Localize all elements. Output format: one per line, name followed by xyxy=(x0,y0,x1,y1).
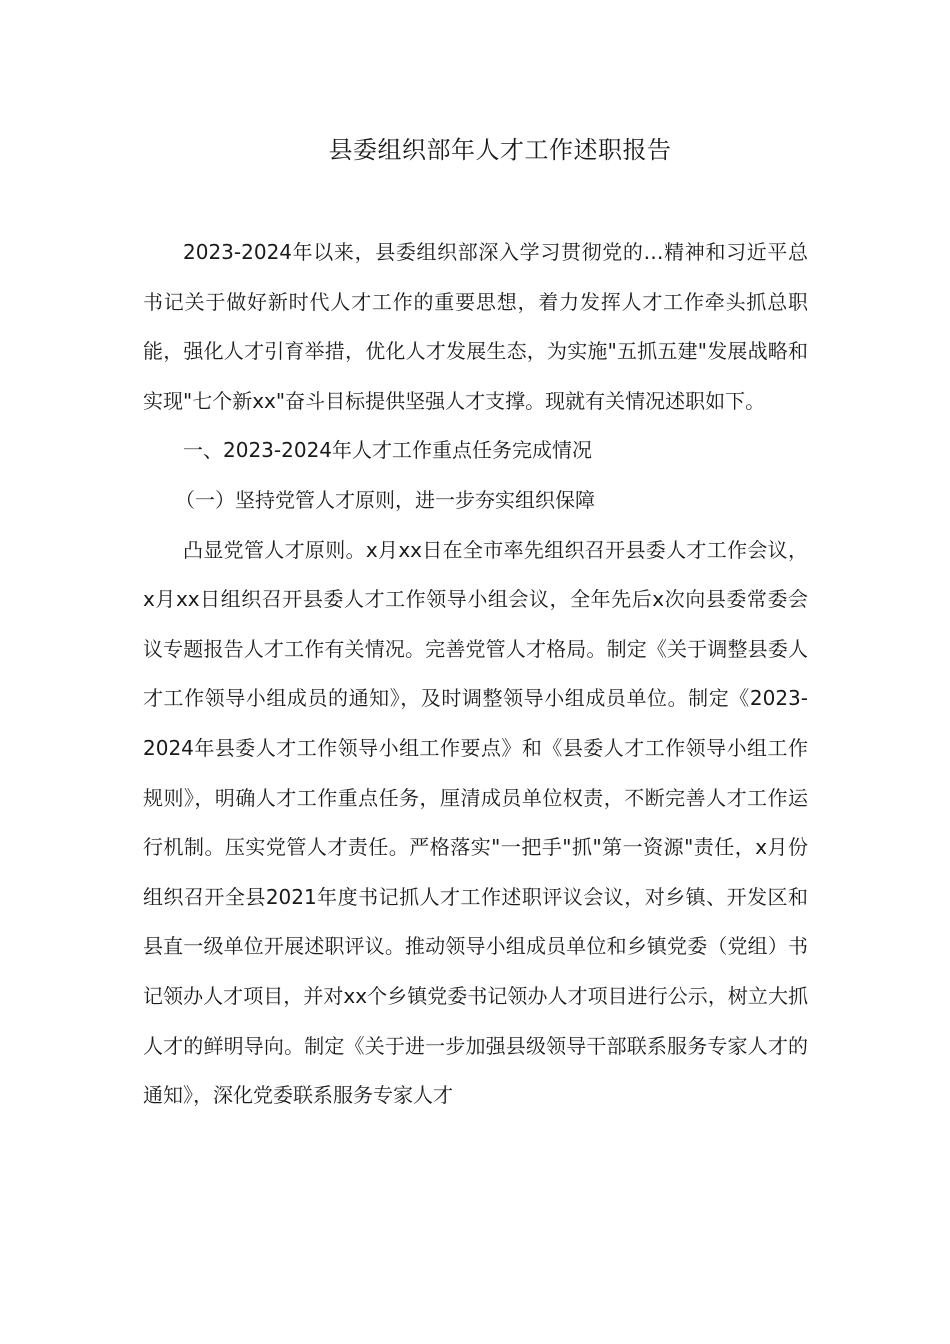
intro-paragraph: 2023-2024年以来，县委组织部深入学习贯彻党的…精神和习近平总书记关于做好新时代人才工作的重要思想，着力发挥人才工作牵头抓总职能，强化人才引育举措，优化人才发展生态，为实施"五抓五建"发展战略和实现"七个新xx"奋斗目标提供坚强人才支撑。现就有关情况述职如下。 xyxy=(143,240,808,413)
section-heading: 一、2023-2024年人才工作重点任务完成情况 xyxy=(183,438,593,463)
body-paragraph: 凸显党管人才原则。x月xx日在全市率先组织召开县委人才工作会议，x月xx日组织召开县委人才工作领导小组会议，全年先后x次向县委常委会议专题报告人才工作有关情况。完善党管人才格局。制定《关于调整县委人才工作领导小组成员的通知》，及时调整领导小组成员单位。制定《2023-2024年县委人才工作领导小组工作要点》和《县委人才工作领导小组工作规则》，明确人才工作重点任务，厘清成员单位权责，不断完善人才工作运行机制。压实党管人才责任。严格落实"一把手"抓"第一资源"责任，x月份组织召开全县2021年度书记抓人才工作述职评议会议，对乡镇、开发区和县直一级单位开展述职评议。推动领导小组成员单位和乡镇党委（党组）书记领办人才项目，并对xx个乡镇党委书记领办人才项目进行公示，树立大抓人才的鲜明导向。制定《关于进一步加强县级领导干部联系服务专家人才的通知》，深化党委联系服务专家人才 xyxy=(143,537,808,1108)
document-body xyxy=(143,228,808,1121)
document-title: 县委组织部年人才工作述职报告 xyxy=(328,136,672,164)
subsection-heading: （一）坚持党管人才原则，进一步夯实组织保障 xyxy=(175,487,595,512)
